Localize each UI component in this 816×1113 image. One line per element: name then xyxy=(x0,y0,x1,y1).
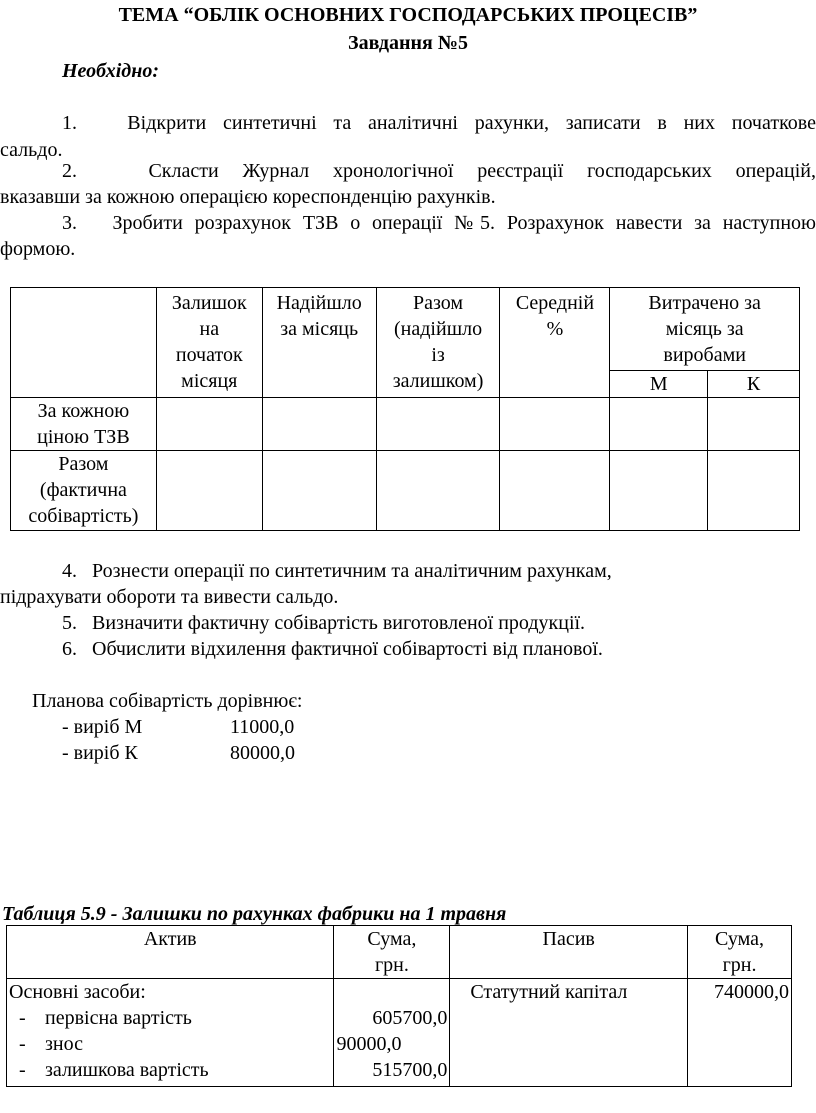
step-5-text: Визначити фактичну собівартість виготовленої продукції. xyxy=(92,612,586,634)
tzv-cell xyxy=(610,451,708,531)
step-2-line-a xyxy=(0,160,816,183)
step-6-line xyxy=(62,638,603,661)
balance-asset-values xyxy=(334,979,450,1087)
tzv-header-spent: Витрачено за місяць за виробами xyxy=(610,288,800,371)
step-3-number: 3. xyxy=(62,212,77,234)
asset-value: 515700,0 xyxy=(372,1059,448,1081)
step-2-number: 2. xyxy=(62,160,77,182)
planned-k-label: - виріб К xyxy=(62,742,138,764)
step-3-line-b: формою. xyxy=(0,238,76,260)
planned-heading: Планова собівартість дорівнює: xyxy=(32,690,303,712)
tzv-cell xyxy=(376,398,500,451)
liability-value: 740000,0 xyxy=(688,979,792,1087)
balance-asset-cell xyxy=(7,979,334,1087)
tzv-header-received: Надійшло за місяць xyxy=(262,288,376,398)
tzv-header-opening: Залишок на початок місяця xyxy=(156,288,262,398)
tzv-table xyxy=(10,287,800,531)
tzv-cell xyxy=(708,451,800,531)
tzv-cell xyxy=(376,451,500,531)
planned-m-label: - виріб М xyxy=(62,716,143,738)
step-4-number: 4. xyxy=(62,560,77,582)
tzv-cell xyxy=(500,398,610,451)
asset-item: - знос xyxy=(19,1033,83,1055)
step-6-number: 6. xyxy=(62,638,77,660)
tzv-header-m: М xyxy=(610,371,708,398)
tzv-header-average: Середній % xyxy=(500,288,610,398)
step-5-line xyxy=(62,612,585,635)
step-2-line-b: вказавши за кожною операцією кореспонденцію рахунків. xyxy=(0,186,496,208)
tzv-cell xyxy=(156,398,262,451)
tzv-cell xyxy=(262,398,376,451)
tzv-cell xyxy=(500,451,610,531)
step-2-text: Скласти Журнал хронологічної реєстрації господарських операцій, xyxy=(148,160,816,182)
tzv-header-empty xyxy=(11,288,157,398)
step-1-line-b: сальдо. xyxy=(0,139,63,161)
balance-header-sum-liability: Сума, грн. xyxy=(688,926,792,979)
step-1-number: 1. xyxy=(62,112,77,134)
tzv-cell xyxy=(610,398,708,451)
tzv-cell xyxy=(708,398,800,451)
step-1-text: Відкрити синтетичні та аналітичні рахунки, записати в них початкове xyxy=(127,112,816,134)
step-4-text: Рознести операції по синтетичним та аналітичним рахункам, xyxy=(92,560,612,582)
task-number: Завдання №5 xyxy=(348,32,468,54)
planned-m-value: 11000,0 xyxy=(230,716,295,738)
planned-k-value: 80000,0 xyxy=(230,742,295,764)
asset-value: 90000,0 xyxy=(336,1033,402,1055)
page-title: ТЕМА “ОБЛІК ОСНОВНИХ ГОСПОДАРСЬКИХ ПРОЦЕСІВ” xyxy=(118,4,698,26)
balance-caption: Таблиця 5.9 - Залишки по рахунках фабрики на 1 травня xyxy=(2,903,507,925)
asset-title: Основні засоби: xyxy=(9,981,146,1003)
balance-header-sum-asset: Сума, грн. xyxy=(334,926,450,979)
asset-item: - залишкова вартість xyxy=(19,1059,209,1081)
tzv-header-total: Разом (надійшло із залишком) xyxy=(376,288,500,398)
need-label: Необхідно: xyxy=(62,60,159,82)
liability-item: Статутний капітал xyxy=(450,979,688,1087)
step-5-number: 5. xyxy=(62,612,77,634)
asset-item: - первісна вартість xyxy=(19,1007,192,1029)
tzv-cell xyxy=(262,451,376,531)
balance-header-asset: Актив xyxy=(7,926,334,979)
step-3-line-a xyxy=(0,212,816,235)
step-3-text: Зробити розрахунок ТЗВ о операції №5. Розрахунок навести за наступною xyxy=(112,212,816,234)
tzv-row-per-price: За кожною ціною ТЗВ xyxy=(11,398,157,451)
asset-value: 605700,0 xyxy=(372,1007,448,1029)
step-6-text: Обчислити відхилення фактичної собівартості від планової. xyxy=(92,638,603,660)
balance-table xyxy=(6,925,792,1087)
step-1-line-a xyxy=(0,112,816,135)
step-4-line-a xyxy=(62,560,612,583)
tzv-header-k: К xyxy=(708,371,800,398)
tzv-cell xyxy=(156,451,262,531)
balance-header-liability: Пасив xyxy=(450,926,688,979)
step-4-line-b: підрахувати обороти та вивести сальдо. xyxy=(0,586,339,608)
tzv-row-total: Разом (фактична собівартість) xyxy=(11,451,157,531)
